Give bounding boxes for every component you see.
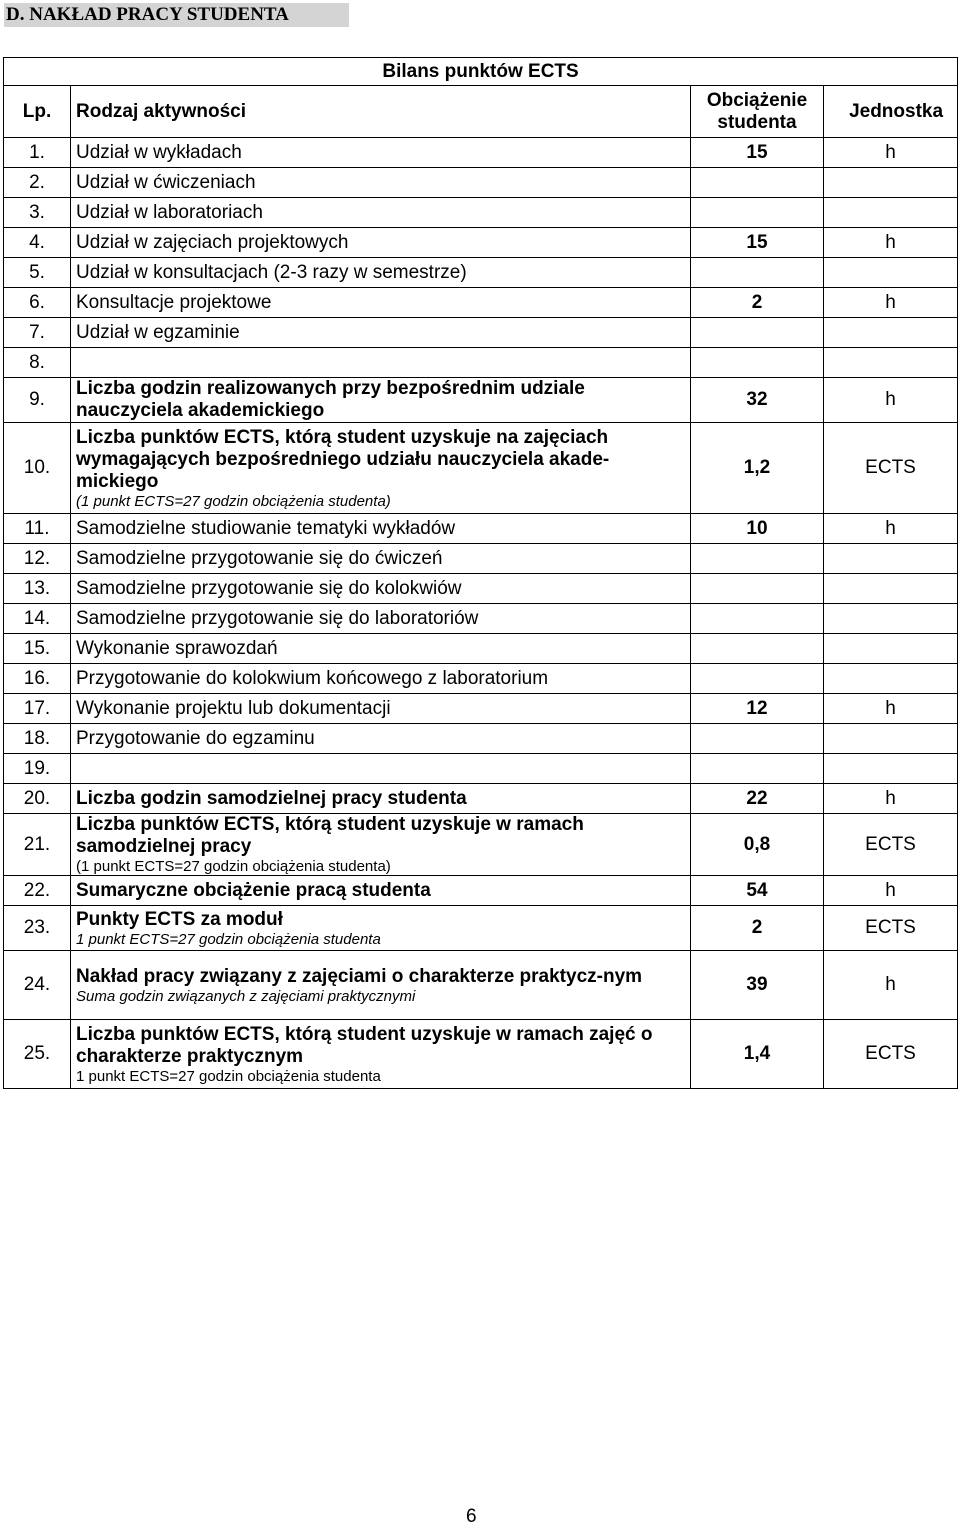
row-lp: 19. <box>4 754 71 784</box>
row-value: 2 <box>691 288 824 318</box>
row-unit <box>824 318 958 348</box>
table-row <box>4 664 958 694</box>
row-value <box>691 634 824 664</box>
row-value: 15 <box>691 138 824 168</box>
row-activity: Samodzielne przygotowanie się do laboratoriów <box>71 604 691 634</box>
row-activity: Przygotowanie do egzaminu <box>71 724 691 754</box>
table-row <box>4 1020 958 1089</box>
row-lp: 6. <box>4 288 71 318</box>
row-activity-cell <box>71 423 691 514</box>
row-unit: h <box>824 876 958 906</box>
row-lp: 21. <box>4 814 71 876</box>
row-activity: Liczba punktów ECTS, którą student uzyskuje na zajęciach wymagających bezpośredniego udziału nauczyciela akade-mickiego <box>76 426 610 492</box>
row-lp: 8. <box>4 348 71 378</box>
row-value: 54 <box>691 876 824 906</box>
row-value: 32 <box>691 378 824 423</box>
row-activity: Liczba punktów ECTS, którą student uzyskuje w ramach samodzielnej pracy <box>76 814 584 857</box>
row-value: 0,8 <box>691 814 824 876</box>
row-activity <box>71 754 691 784</box>
row-activity-cell <box>71 951 691 1020</box>
row-lp: 22. <box>4 876 71 906</box>
table-row <box>4 198 958 228</box>
table-row <box>4 724 958 754</box>
row-unit: h <box>824 694 958 724</box>
row-value: 10 <box>691 514 824 544</box>
row-activity: Samodzielne studiowanie tematyki wykładów <box>71 514 691 544</box>
header-lp: Lp. <box>4 86 71 138</box>
row-value <box>691 574 824 604</box>
table-row <box>4 138 958 168</box>
table-row <box>4 634 958 664</box>
row-unit <box>824 604 958 634</box>
table-row <box>4 814 958 876</box>
row-activity: Wykonanie projektu lub dokumentacji <box>71 694 691 724</box>
table-row <box>4 754 958 784</box>
header-activity: Rodzaj aktywności <box>71 86 691 138</box>
row-unit <box>824 754 958 784</box>
row-lp: 25. <box>4 1020 71 1089</box>
row-activity <box>71 348 691 378</box>
row-lp: 1. <box>4 138 71 168</box>
row-note: (1 punkt ECTS=27 godzin obciążenia studenta) <box>76 492 391 510</box>
table-row <box>4 784 958 814</box>
row-activity: Udział w ćwiczeniach <box>71 168 691 198</box>
row-value <box>691 318 824 348</box>
row-activity: Liczba godzin samodzielnej pracy studenta <box>71 784 691 814</box>
row-lp: 15. <box>4 634 71 664</box>
table-row <box>4 906 958 951</box>
row-lp: 3. <box>4 198 71 228</box>
row-note: Suma godzin związanych z zajęciami praktycznymi <box>76 987 416 1005</box>
row-unit: ECTS <box>824 423 958 514</box>
row-lp: 24. <box>4 951 71 1020</box>
row-lp: 23. <box>4 906 71 951</box>
row-unit: h <box>824 514 958 544</box>
row-lp: 9. <box>4 378 71 423</box>
table-row <box>4 168 958 198</box>
row-activity: Udział w laboratoriach <box>71 198 691 228</box>
row-value: 12 <box>691 694 824 724</box>
row-unit <box>824 634 958 664</box>
row-unit <box>824 348 958 378</box>
row-value: 1,2 <box>691 423 824 514</box>
row-unit <box>824 574 958 604</box>
row-value <box>691 544 824 574</box>
row-unit: ECTS <box>824 906 958 951</box>
table-row <box>4 348 958 378</box>
row-activity: Nakład pracy związany z zajęciami o charakterze praktycz-nym <box>76 965 643 987</box>
row-value <box>691 168 824 198</box>
row-lp: 16. <box>4 664 71 694</box>
row-lp: 10. <box>4 423 71 514</box>
row-unit: h <box>824 378 958 423</box>
row-activity: Liczba godzin realizowanych przy bezpośrednim udziale nauczyciela akademickiego <box>71 378 691 423</box>
row-unit: h <box>824 138 958 168</box>
row-unit: h <box>824 951 958 1020</box>
row-note: 1 punkt ECTS=27 godzin obciążenia studenta <box>76 930 381 948</box>
table-row <box>4 514 958 544</box>
row-lp: 4. <box>4 228 71 258</box>
row-activity: Przygotowanie do kolokwium końcowego z laboratorium <box>71 664 691 694</box>
row-value: 15 <box>691 228 824 258</box>
row-unit: ECTS <box>824 1020 958 1089</box>
table-row <box>4 876 958 906</box>
row-note: 1 punkt ECTS=27 godzin obciążenia studenta <box>76 1067 381 1085</box>
row-unit <box>824 198 958 228</box>
row-value <box>691 664 824 694</box>
row-activity-cell <box>71 814 691 876</box>
row-lp: 18. <box>4 724 71 754</box>
row-unit: ECTS <box>824 814 958 876</box>
row-value <box>691 198 824 228</box>
row-lp: 20. <box>4 784 71 814</box>
header-unit: Jednostka <box>824 86 958 138</box>
section-heading: D. NAKŁAD PRACY STUDENTA <box>4 3 349 27</box>
row-lp: 12. <box>4 544 71 574</box>
row-value: 1,4 <box>691 1020 824 1089</box>
row-value <box>691 724 824 754</box>
row-value: 39 <box>691 951 824 1020</box>
row-unit <box>824 724 958 754</box>
table-row <box>4 318 958 348</box>
table-row <box>4 574 958 604</box>
table-row <box>4 228 958 258</box>
row-activity: Konsultacje projektowe <box>71 288 691 318</box>
row-note: (1 punkt ECTS=27 godzin obciążenia studenta) <box>76 858 391 875</box>
table-title: Bilans punktów ECTS <box>4 58 958 86</box>
ects-balance-table <box>3 57 958 1089</box>
row-activity: Wykonanie sprawozdań <box>71 634 691 664</box>
row-value <box>691 348 824 378</box>
table-row <box>4 288 958 318</box>
row-activity: Liczba punktów ECTS, którą student uzyskuje w ramach zajęć o charakterze praktycznym <box>76 1023 653 1067</box>
row-lp: 14. <box>4 604 71 634</box>
row-unit <box>824 258 958 288</box>
table-row <box>4 951 958 1020</box>
row-unit <box>824 664 958 694</box>
row-activity-cell <box>71 906 691 951</box>
table-header-row <box>4 86 958 138</box>
row-activity: Samodzielne przygotowanie się do kolokwiów <box>71 574 691 604</box>
table-row <box>4 258 958 288</box>
table-row <box>4 604 958 634</box>
row-lp: 7. <box>4 318 71 348</box>
row-lp: 11. <box>4 514 71 544</box>
header-load: Obciążenie studenta <box>691 86 824 138</box>
row-activity: Udział w konsultacjach (2-3 razy w semestrze) <box>71 258 691 288</box>
row-unit: h <box>824 288 958 318</box>
row-activity: Udział w zajęciach projektowych <box>71 228 691 258</box>
table-row <box>4 544 958 574</box>
row-activity: Samodzielne przygotowanie się do ćwiczeń <box>71 544 691 574</box>
table-row <box>4 378 958 423</box>
row-lp: 17. <box>4 694 71 724</box>
row-activity: Udział w egzaminie <box>71 318 691 348</box>
page-number: 6 <box>466 1506 477 1527</box>
row-unit: h <box>824 228 958 258</box>
table-title-row <box>4 58 958 86</box>
row-lp: 5. <box>4 258 71 288</box>
row-unit: h <box>824 784 958 814</box>
row-activity: Sumaryczne obciążenie pracą studenta <box>71 876 691 906</box>
row-value <box>691 258 824 288</box>
row-value <box>691 604 824 634</box>
row-unit <box>824 168 958 198</box>
table-row <box>4 694 958 724</box>
row-lp: 13. <box>4 574 71 604</box>
row-value <box>691 754 824 784</box>
row-lp: 2. <box>4 168 71 198</box>
row-value: 2 <box>691 906 824 951</box>
table-row <box>4 423 958 514</box>
row-activity: Udział w wykładach <box>71 138 691 168</box>
row-activity: Punkty ECTS za moduł <box>76 908 283 930</box>
row-value: 22 <box>691 784 824 814</box>
row-unit <box>824 544 958 574</box>
row-activity-cell <box>71 1020 691 1089</box>
